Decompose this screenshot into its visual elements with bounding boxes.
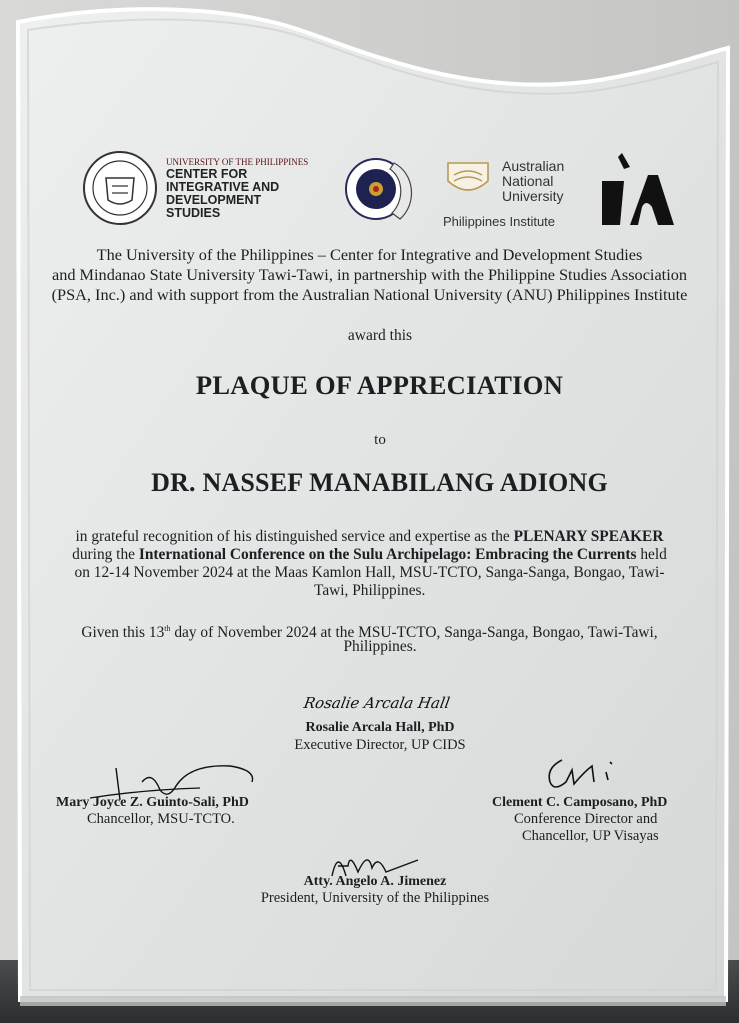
hall-signature: Rosalie Arcala Hall (302, 694, 452, 712)
recognition-line-1 (30, 528, 709, 545)
camposano-signature-icon (540, 752, 640, 798)
conference-name: International Conference on the Sulu Archipelago: Embracing the Currents (138, 546, 637, 563)
jimenez-title: President, University of the Philippines (260, 890, 490, 906)
guinto-name: Mary Joyce Z. Guinto-Sali, PhD (56, 795, 249, 810)
intro-line-1: The University of the Philippines – Center for Integrative and Development Studies (96, 245, 643, 264)
recipient-name: DR. NASSEF MANABILANG ADIONG (151, 468, 608, 497)
recognition-line-4: Tawi, Philippines. (314, 582, 426, 599)
hall-name: Rosalie Arcala Hall, PhD (305, 720, 455, 735)
up-cids-line2: CENTER FOR (166, 167, 248, 181)
anu-crest-icon (444, 159, 492, 199)
camposano-title-2: Chancellor, UP Visayas (522, 828, 659, 844)
camposano-title-1: Conference Director and (514, 811, 658, 827)
jimenez-name: Atty. Angelo A. Jimenez (303, 874, 447, 889)
camposano-name: Clement C. Camposano, PhD (492, 795, 668, 810)
hall-title: Executive Director, UP CIDS (294, 737, 466, 753)
psa-logo-icon (598, 151, 676, 229)
anu-line1: Australian (502, 158, 565, 174)
award-this-text: award this (347, 327, 413, 344)
given-pre: Given this 13 (81, 624, 165, 642)
plenary-speaker-text: PLENARY SPEAKER (513, 528, 664, 545)
recognition-line-3: on 12-14 November 2024 at the Maas Kamlon Hall, MSU-TCTO, Sanga-Sanga, Bongao, Tawi- (74, 564, 665, 581)
to-text: to (374, 432, 386, 448)
up-cids-line3: INTEGRATIVE AND (166, 180, 280, 194)
intro-line-3: (PSA, Inc.) and with support from the Australian National University (ANU) Philippines Institute (51, 285, 688, 304)
anu-line4: Philippines Institute (443, 214, 556, 229)
up-cids-line1: UNIVERSITY OF THE PHILIPPINES (166, 157, 309, 167)
up-seal-icon (82, 150, 158, 226)
intro-line-2: and Mindanao State University Tawi-Tawi, in partnership with the Philippine Studies Association (51, 265, 687, 284)
plaque-title: PLAQUE OF APPRECIATION (195, 370, 564, 400)
recognition-l2-pre: during the (72, 546, 139, 563)
msu-seal-icon (344, 153, 420, 227)
recognition-l1-text: in grateful recognition of his distinguished service and expertise as the (75, 528, 514, 545)
up-cids-line5: STUDIES (166, 206, 221, 220)
anu-line2: National (502, 173, 554, 189)
up-cids-line4: DEVELOPMENT (166, 193, 262, 207)
given-sup: th (164, 624, 171, 633)
recognition-l2-post: held (636, 546, 667, 563)
given-line-2: Philippines. (343, 638, 417, 655)
recognition-line-2 (30, 546, 709, 563)
given-post: day of November 2024 at the MSU-TCTO, Sanga-Sanga, Bongao, Tawi-Tawi, (170, 624, 658, 642)
anu-line3: University (502, 188, 564, 204)
guinto-title: Chancellor, MSU-TCTO. (87, 811, 235, 827)
